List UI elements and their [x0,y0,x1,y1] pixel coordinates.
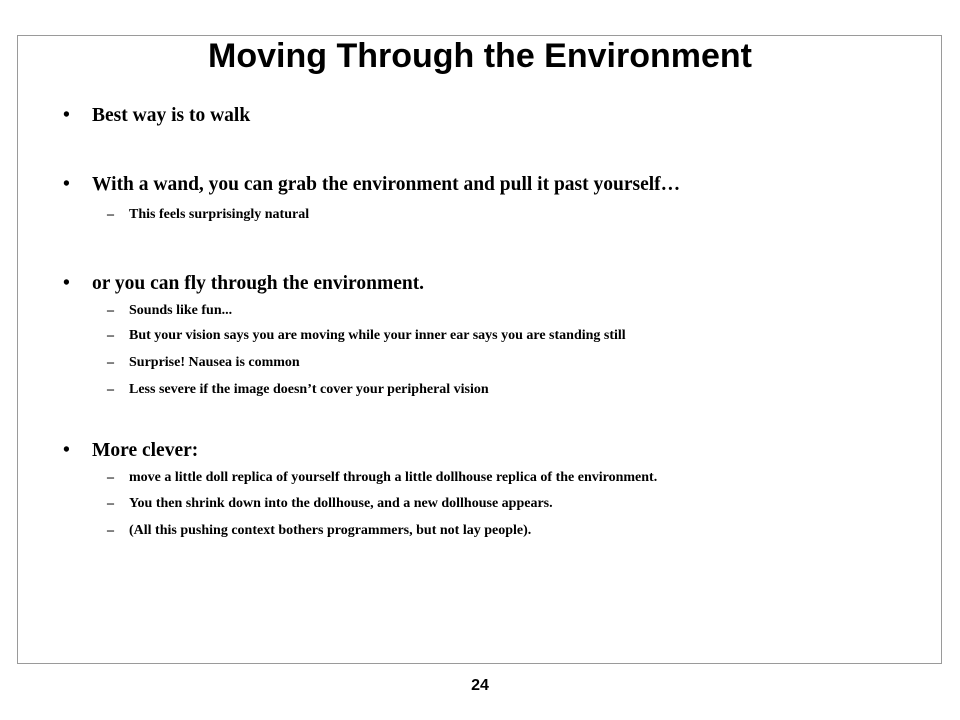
sub-marker: – [107,470,114,485]
sub-item [107,206,309,224]
page-number: 24 [471,677,489,694]
bullet-marker: • [63,440,70,461]
sub-marker: – [107,382,114,397]
bullet-text: Best way is to walk [92,105,251,126]
sub-item [107,469,657,487]
bullet-marker: • [63,174,70,195]
sub-marker: – [107,303,114,318]
sub-text: move a little doll replica of yourself through a little dollhouse replica of the environment. [129,470,658,485]
slide-title: Moving Through the Environment [208,37,752,75]
bullet-text: More clever: [92,440,199,461]
sub-text: Less severe if the image doesn’t cover your peripheral vision [129,382,489,397]
sub-marker: – [107,523,114,538]
bullet-item [63,272,424,296]
sub-item [107,495,553,513]
bullet-item [63,439,198,463]
sub-item [107,327,626,345]
bullet-marker: • [63,105,70,126]
sub-text: You then shrink down into the dollhouse, and a new dollhouse appears. [129,496,553,511]
bullet-item [63,104,250,128]
sub-text: But your vision says you are moving while your inner ear says you are standing still [129,328,626,343]
sub-marker: – [107,207,114,222]
slide-frame [17,35,942,664]
sub-text: Sounds like fun... [129,303,233,318]
sub-item [107,522,531,540]
sub-text: This feels surprisingly natural [129,207,310,222]
bullet-item [63,173,680,197]
sub-item [107,354,300,372]
sub-item [107,381,489,399]
sub-marker: – [107,355,114,370]
bullet-marker: • [63,273,70,294]
bullet-text: With a wand, you can grab the environment and pull it past yourself… [92,174,681,195]
sub-text: (All this pushing context bothers programmers, but not lay people). [129,523,532,538]
sub-marker: – [107,496,114,511]
sub-marker: – [107,328,114,343]
sub-item [107,302,232,320]
bullet-text: or you can fly through the environment. [92,273,425,294]
sub-text: Surprise! Nausea is common [129,355,300,370]
